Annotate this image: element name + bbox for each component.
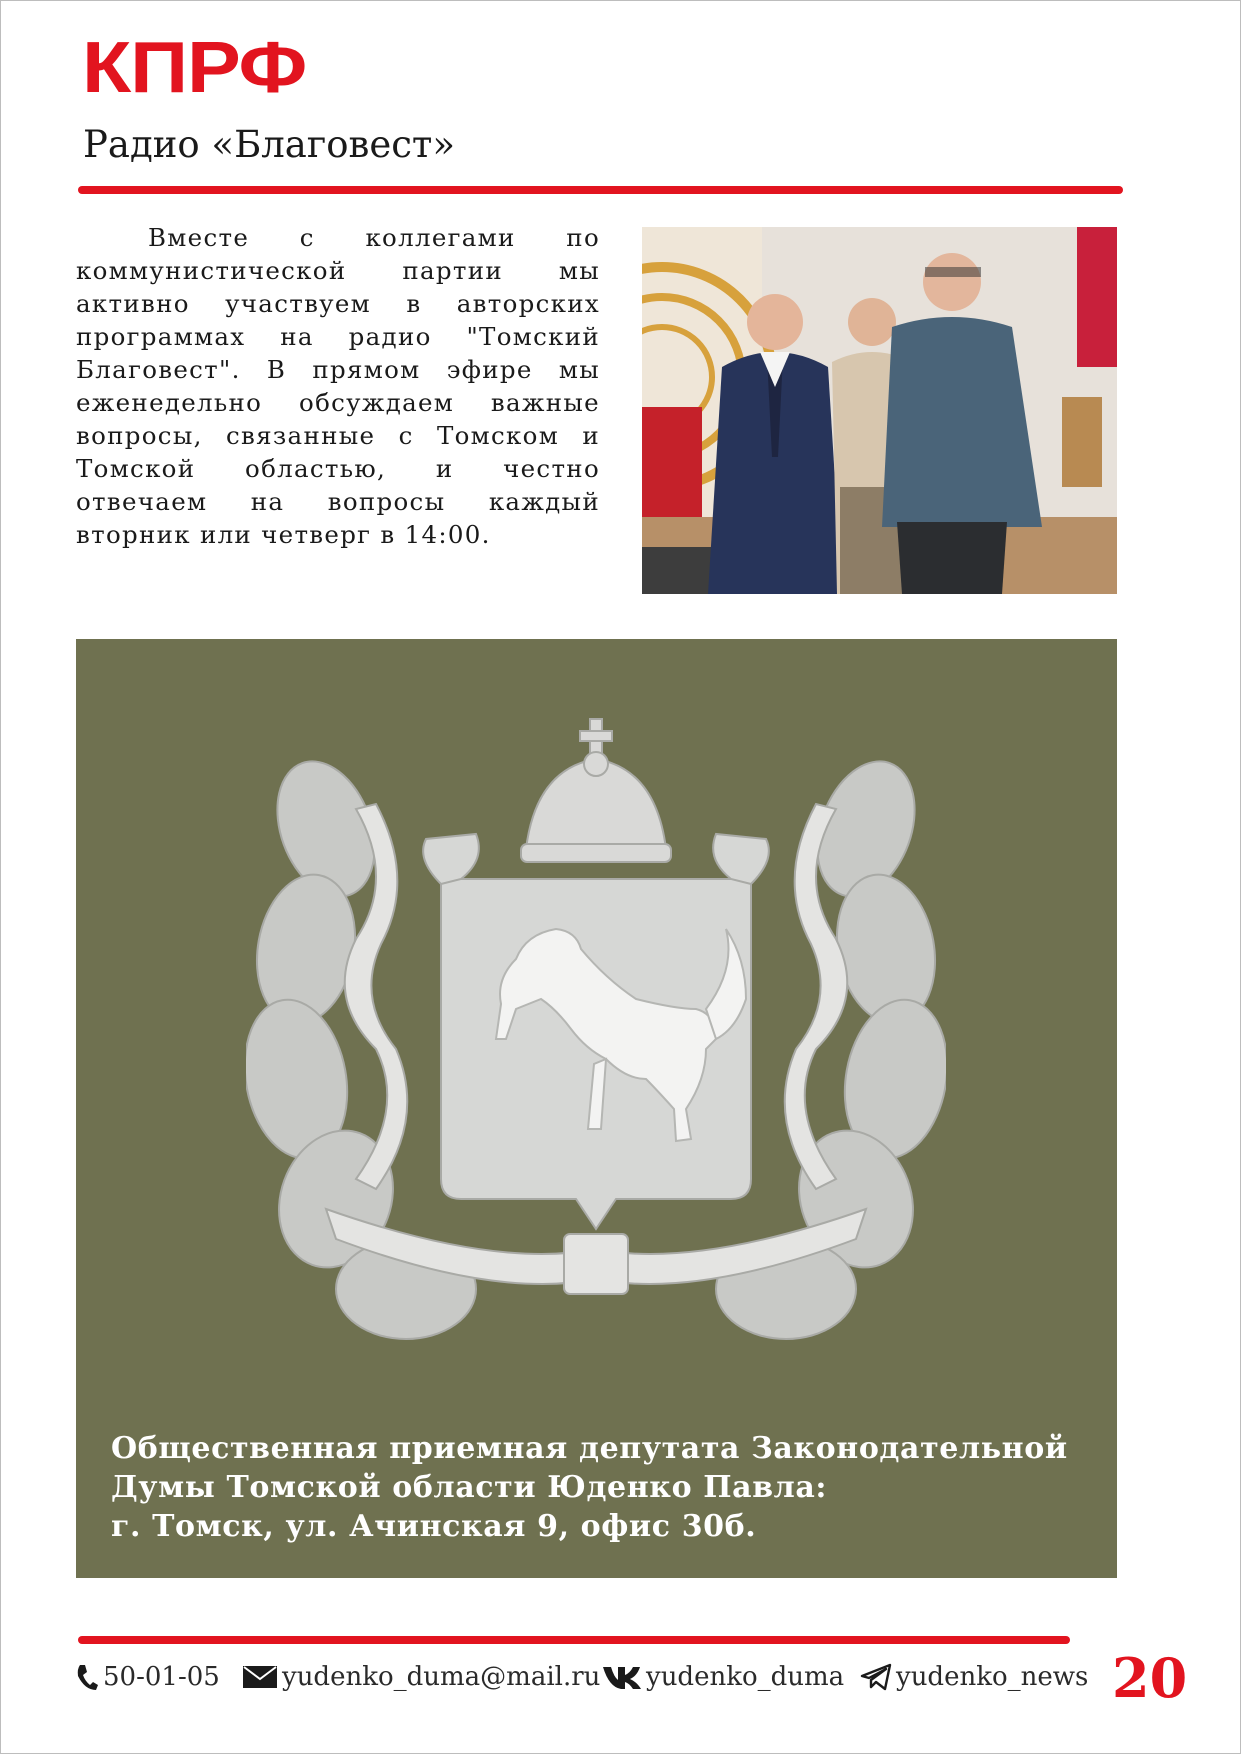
telegram-handle: yudenko_news <box>896 1662 1089 1692</box>
mail-icon <box>242 1664 278 1690</box>
telegram-icon <box>860 1663 892 1691</box>
article-paragraph <box>76 221 600 551</box>
reception-panel <box>76 639 1117 1578</box>
page-number: 20 <box>1112 1646 1188 1710</box>
phone-number: 50-01-05 <box>103 1662 220 1692</box>
reception-line-2: Думы Томской области Юденко Павла: <box>111 1470 828 1505</box>
reception-address <box>111 1429 1111 1546</box>
phone-icon <box>75 1662 99 1692</box>
photo-illustration <box>642 227 1117 594</box>
article-paragraph-text: Вместе с коллегами по коммунистической партии мы активно участвуем в авторских программах на радио "Томский Благовест". В прямом эфире мы еженедельно обсуждаем важные вопросы, связанные с Томском и Томской областью, и честно отвечаем на вопросы каждый вторник или четверг в 14:00. <box>76 223 600 549</box>
bottom-divider <box>78 1636 1070 1644</box>
kprf-logo: КПРФ <box>82 28 307 108</box>
email-address: yudenko_duma@mail.ru <box>282 1662 601 1692</box>
vk-handle: yudenko_duma <box>646 1662 845 1692</box>
contacts-footer <box>72 1652 1172 1702</box>
reception-line-1: Общественная приемная депутата Законодательной <box>111 1431 1068 1466</box>
email-contact[interactable] <box>242 1662 600 1692</box>
vk-icon <box>602 1664 642 1690</box>
tomsk-coat-of-arms <box>246 709 946 1389</box>
top-divider <box>78 186 1123 194</box>
telegram-contact[interactable] <box>860 1662 1088 1692</box>
vk-contact[interactable] <box>602 1662 844 1692</box>
phone-contact[interactable] <box>75 1662 220 1692</box>
reception-line-3: г. Томск, ул. Ачинская 9, офис 30б. <box>111 1509 757 1544</box>
radio-studio-photo <box>642 227 1117 594</box>
page-title: Радио «Благовест» <box>83 123 456 166</box>
